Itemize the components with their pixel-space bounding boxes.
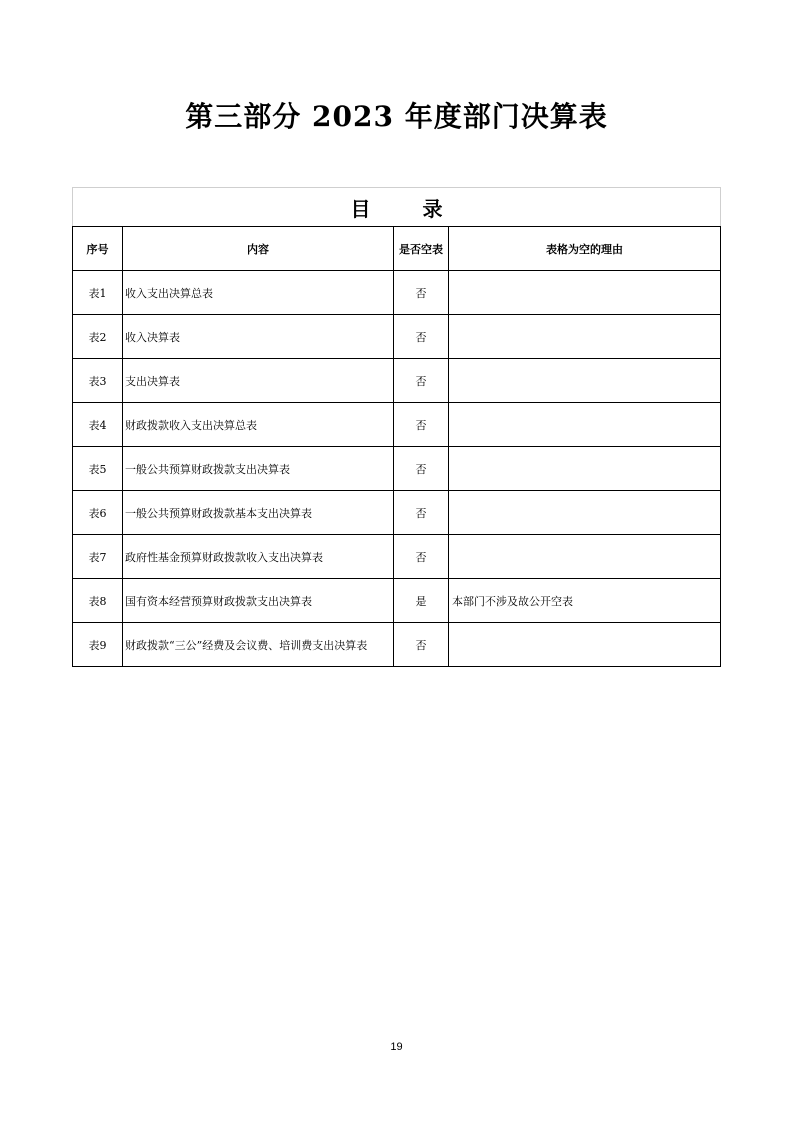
table-row: [73, 623, 721, 667]
cell-no: 表3: [73, 359, 123, 403]
cell-reason: [449, 535, 721, 579]
cell-name: 政府性基金预算财政拨款收入支出决算表: [123, 535, 394, 579]
cell-reason: [449, 271, 721, 315]
cell-name: 收入支出决算总表: [123, 271, 394, 315]
cell-is-empty: 否: [394, 535, 449, 579]
cell-no: 表9: [73, 623, 123, 667]
table-row: [73, 447, 721, 491]
cell-name: 支出决算表: [123, 359, 394, 403]
cell-no: 表6: [73, 491, 123, 535]
cell-is-empty: 否: [394, 359, 449, 403]
cell-no: 表4: [73, 403, 123, 447]
cell-reason: [449, 403, 721, 447]
cell-is-empty: 否: [394, 491, 449, 535]
cell-reason: [449, 623, 721, 667]
cell-reason: [449, 491, 721, 535]
cell-name: 国有资本经营预算财政拨款支出决算表: [123, 579, 394, 623]
toc-caption: [73, 188, 721, 227]
toc-caption-row: [73, 188, 721, 227]
cell-name: 财政拨款收入支出决算总表: [123, 403, 394, 447]
page-title: 第三部分 2023 年度部门决算表: [185, 100, 608, 133]
table-row: [73, 271, 721, 315]
cell-is-empty: 否: [394, 623, 449, 667]
cell-is-empty: 否: [394, 271, 449, 315]
cell-no: 表7: [73, 535, 123, 579]
table-row: [73, 359, 721, 403]
cell-no: 表2: [73, 315, 123, 359]
cell-name: 财政拨款“三公”经费及会议费、培训费支出决算表: [123, 623, 394, 667]
cell-reason: 本部门不涉及故公开空表: [449, 579, 721, 623]
cell-name: 一般公共预算财政拨款支出决算表: [123, 447, 394, 491]
cell-is-empty: 是: [394, 579, 449, 623]
cell-no: 表1: [73, 271, 123, 315]
cell-no: 表8: [73, 579, 123, 623]
header-name: 内容: [123, 227, 394, 271]
cell-reason: [449, 315, 721, 359]
toc-table: [72, 187, 721, 667]
cell-no: 表5: [73, 447, 123, 491]
cell-name: 收入决算表: [123, 315, 394, 359]
header-is-empty: 是否空表: [394, 227, 449, 271]
header-reason: 表格为空的理由: [449, 227, 721, 271]
toc-header-row: [73, 227, 721, 271]
cell-is-empty: 否: [394, 403, 449, 447]
table-row: [73, 403, 721, 447]
toc-caption-char: 目: [350, 196, 371, 221]
toc-body: [73, 271, 721, 667]
cell-name: 一般公共预算财政拨款基本支出决算表: [123, 491, 394, 535]
cell-is-empty: 否: [394, 315, 449, 359]
toc-caption-char: 录: [422, 196, 443, 221]
table-row: [73, 535, 721, 579]
table-row: [73, 491, 721, 535]
cell-reason: [449, 359, 721, 403]
page-number: 19: [390, 1041, 403, 1053]
cell-reason: [449, 447, 721, 491]
cell-is-empty: 否: [394, 447, 449, 491]
header-no: 序号: [73, 227, 123, 271]
table-row: [73, 579, 721, 623]
table-row: [73, 315, 721, 359]
